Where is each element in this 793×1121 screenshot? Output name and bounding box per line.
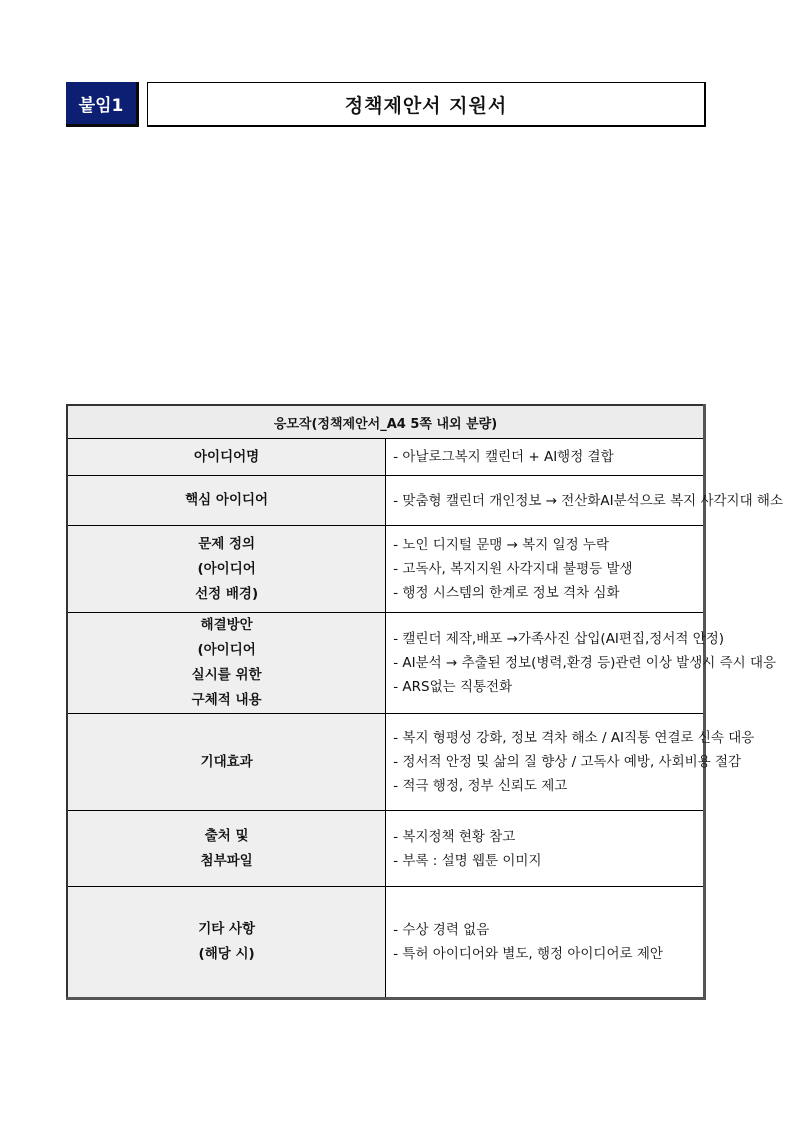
table-row — [67, 714, 705, 811]
row-label: 기타 사항 (해당 시) — [67, 887, 386, 999]
row-label: 핵심 아이디어 — [67, 476, 386, 526]
attachment-badge: 붙임1 — [66, 82, 139, 127]
table-row — [67, 811, 705, 887]
row-value: - 수상 경력 없음 - 특허 아이디어와 별도, 행정 아이디어로 제안 — [386, 887, 705, 999]
table-header: 응모작(정책제안서_A4 5쪽 내외 분량) — [67, 405, 705, 439]
row-value: - 노인 디지털 문맹 → 복지 일정 누락 - 고독사, 복지지원 사각지대 불평등 발생 - 행정 시스템의 한계로 정보 격차 심화 — [386, 526, 705, 613]
table-row — [67, 526, 705, 613]
proposal-form-table — [66, 404, 784, 1000]
row-value: - 맞춤형 캘린더 개인정보 → 전산화AI분석으로 복지 사각지대 해소 — [386, 476, 705, 526]
row-label: 기대효과 — [67, 714, 386, 811]
row-label: 아이디어명 — [67, 439, 386, 476]
row-label: 해결방안 (아이디어 실시를 위한 구체적 내용 — [67, 613, 386, 714]
row-value: - 복지정책 현황 참고 - 부록 : 설명 웹툰 이미지 — [386, 811, 705, 887]
row-value: - 아날로그복지 캘린더 + AI행정 결합 — [386, 439, 705, 476]
row-label: 문제 정의 (아이디어 선정 배경) — [67, 526, 386, 613]
table-row — [67, 613, 705, 714]
table-row — [67, 476, 705, 526]
table-row — [67, 887, 705, 999]
row-label: 출처 및 첨부파일 — [67, 811, 386, 887]
table-row — [67, 439, 705, 476]
row-value: - 캘린더 제작,배포 →가족사진 삽입(AI편집,정서적 안정) - AI분석 → 추출된 정보(병력,환경 등)관련 이상 발생시 즉시 대응 - ARS없는 직통전화 — [386, 613, 705, 714]
page-title: 정책제안서 지원서 — [147, 82, 706, 127]
row-value: - 복지 형평성 강화, 정보 격차 해소 / AI직통 연결로 신속 대응 - 정서적 안정 및 삶의 질 향상 / 고독사 예방, 사회비용 절감 - 적극 행정, 정부 신뢰도 제고 — [386, 714, 705, 811]
